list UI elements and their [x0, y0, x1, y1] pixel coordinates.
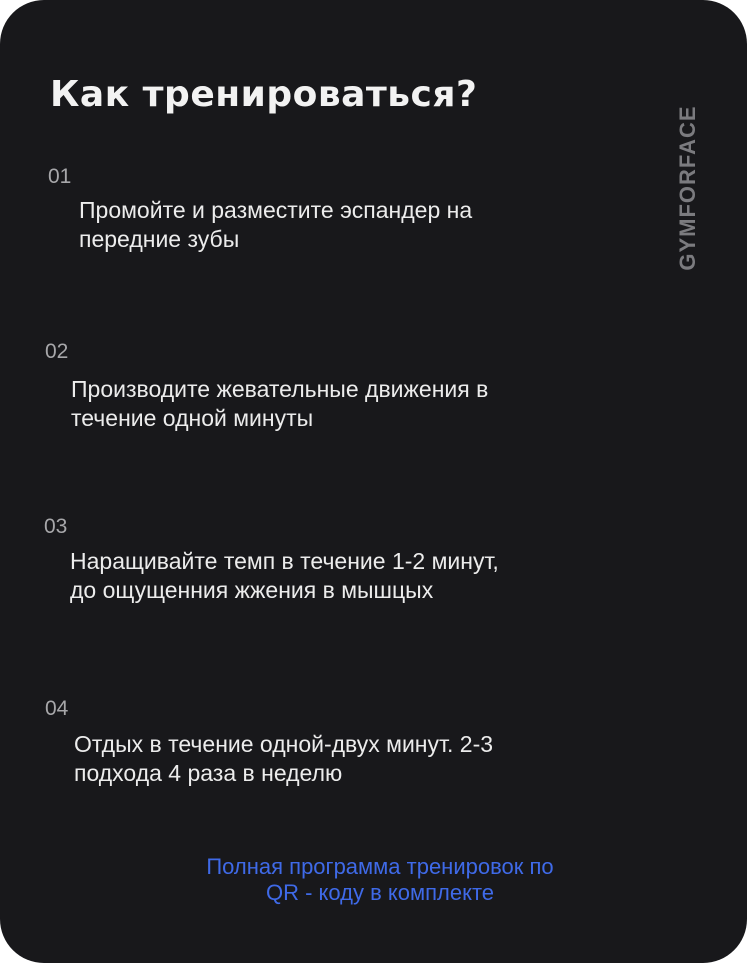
- step-text-line: Наращивайте темп в течение 1-2 минут,: [70, 548, 499, 574]
- step-text: [70, 547, 499, 605]
- step-text-line: подхода 4 раза в неделю: [74, 760, 343, 786]
- footer-line: QR - коду в комплекте: [265, 880, 495, 905]
- step-number: 03: [44, 515, 68, 538]
- step-number: 04: [45, 697, 69, 720]
- step-text-line: Производите жевательные движения в: [71, 376, 489, 402]
- step-number: 01: [48, 165, 72, 188]
- step-number: 02: [45, 340, 69, 363]
- step-text: [79, 196, 472, 254]
- brand-logo-text: GYMFORFACE: [675, 105, 700, 271]
- step-text-line: Промойте и разместите эспандер на: [79, 197, 473, 223]
- page-title: Как тренироваться?: [50, 74, 478, 115]
- footer-line: Полная программа тренировок по: [206, 854, 554, 879]
- step-text-line: Отдых в течение одной-двух минут. 2-3: [74, 731, 494, 757]
- footer-note: [0, 854, 747, 906]
- step-text-line: передние зубы: [79, 226, 240, 252]
- step-text: [74, 730, 493, 788]
- step-text: [71, 375, 488, 433]
- step-text-line: течение одной минуты: [71, 405, 314, 431]
- step-text-line: до ощущенния жжения в мышцых: [70, 577, 434, 603]
